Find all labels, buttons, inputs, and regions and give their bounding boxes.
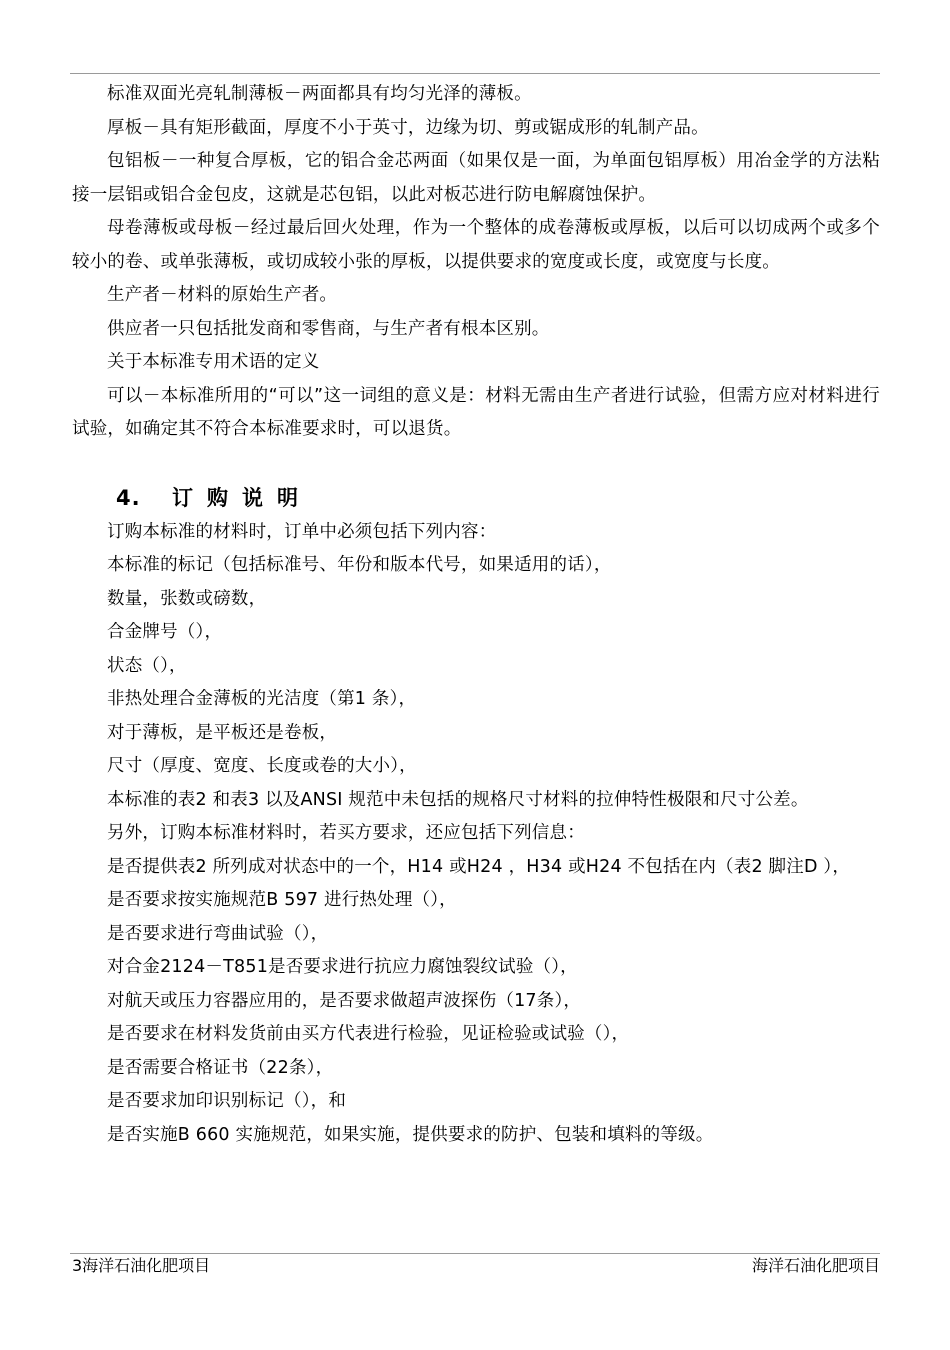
- section-spacer: [72, 447, 880, 480]
- order-paragraph: 对于薄板，是平板还是卷板，: [107, 722, 338, 743]
- definition-paragraph: 供应者一只包括批发商和零售商，与生产者有根本区别。: [107, 318, 550, 339]
- order-paragraph: 是否需要合格证书（22条），: [107, 1057, 334, 1078]
- order-paragraph: 数量，张数或磅数，: [107, 588, 267, 609]
- definition-paragraph: 关于本标准专用术语的定义: [107, 352, 320, 372]
- footer-right-text: 海洋石油化肥项目: [751, 1256, 880, 1275]
- order-paragraph: 尺寸（厚度、宽度、长度或卷的大小），: [107, 756, 417, 776]
- order-paragraph: 是否要求加印识别标记（），和: [107, 1091, 347, 1111]
- order-paragraph: 本标准的标记（包括标准号、年份和版本代号，如果适用的话），: [107, 555, 612, 575]
- order-paragraph: 另外，订购本标准材料时，若买方要求，还应包括下列信息：: [107, 823, 585, 843]
- order-paragraph: 是否实施B 660 实施规范，如果实施，提供要求的防护、包装和填料的等级。: [107, 1124, 714, 1145]
- definition-paragraph: 生产者－材料的原始生产者。: [107, 285, 338, 305]
- footer-left-text: 3海洋石油化肥项目: [72, 1256, 211, 1275]
- section-heading: [116, 480, 880, 516]
- order-paragraph: 是否要求进行弯曲试验（），: [107, 923, 329, 944]
- section-number: 4.: [116, 485, 141, 510]
- section-title: 订购说明: [172, 485, 312, 510]
- definition-paragraph: 厚板－具有矩形截面，厚度不小于英寸，边缘为切、剪或锯成形的轧制产品。: [107, 117, 709, 138]
- order-paragraph: 是否要求按实施规范B 597 进行热处理（），: [107, 890, 457, 910]
- definition-paragraph: 标准双面光亮轧制薄板－两面都具有均匀光泽的薄板。: [107, 84, 532, 104]
- order-paragraph: 非热处理合金薄板的光洁度（第1 条），: [107, 689, 417, 709]
- order-paragraph: 对合金2124－T851是否要求进行抗应力腐蚀裂纹试验（），: [107, 957, 578, 977]
- order-paragraph: 订购本标准的材料时，订单中必须包括下列内容：: [107, 521, 497, 542]
- order-paragraph: 是否要求在材料发货前由买方代表进行检验，见证检验或试验（），: [107, 1024, 630, 1044]
- definition-paragraph: 母卷薄板或母板－经过最后回火处理，作为一个整体的成卷薄板或厚板，以后可以切成两个或多个较小的卷、或单张薄板，或切成较小张的厚板，以提供要求的宽度或长度，或宽度与长度。: [72, 218, 880, 272]
- order-paragraph: 是否提供表2 所列成对状态中的一个，H14 或H24 ，H34 或H24 不包括在内（表2 脚注D ），: [107, 856, 851, 877]
- order-paragraph: 合金牌号（），: [107, 622, 223, 642]
- order-paragraph: 状态（），: [107, 655, 187, 676]
- footer-rule: [70, 1253, 880, 1254]
- order-paragraph: 本标准的表2 和表3 以及ANSI 规范中未包括的规格尺寸材料的拉伸特性极限和尺寸公差。: [107, 789, 809, 810]
- definition-paragraph: 包铝板－一种复合厚板，它的铝合金芯两面（如果仅是一面，为单面包铝厚板）用冶金学的方法粘接一层铝或铝合金包皮，这就是芯包铝，以此对板芯进行防电解腐蚀保护。: [72, 151, 880, 205]
- document-body: [72, 78, 880, 1152]
- definition-paragraph: 可以－本标准所用的“可以”这一词组的意义是：材料无需由生产者进行试验，但需方应对材料进行试验，如确定其不符合本标准要求时，可以退货。: [72, 385, 880, 439]
- order-paragraph: 对航天或压力容器应用的，是否要求做超声波探伤（17条），: [107, 990, 582, 1011]
- header-rule: [70, 73, 880, 74]
